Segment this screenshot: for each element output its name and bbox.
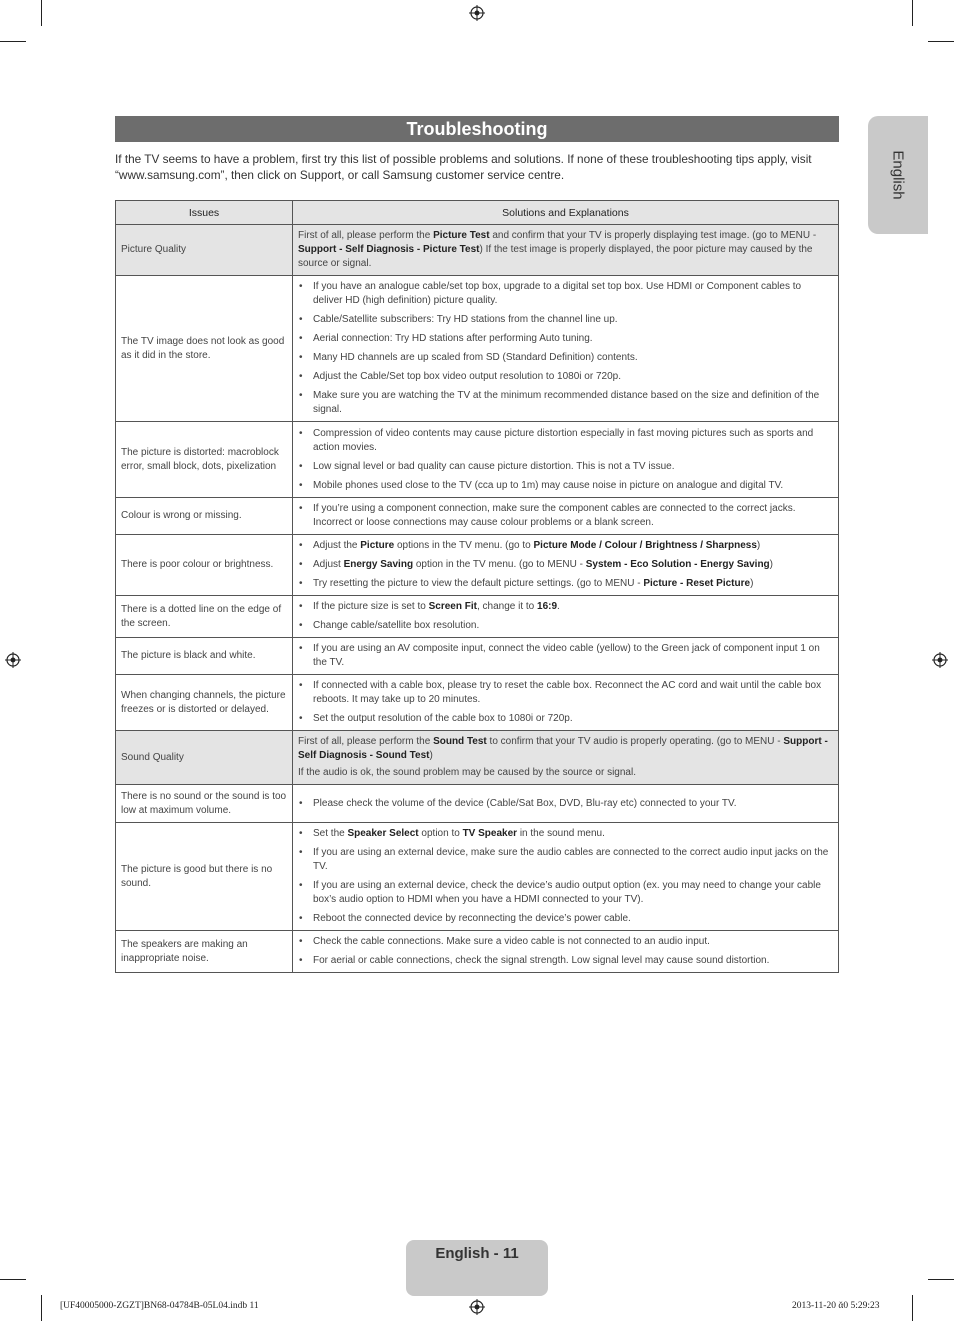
text: Adjust: [313, 559, 344, 570]
text: Set the: [313, 828, 348, 839]
intro-line-1: If the TV seems to have a problem, first try this list of possible problems and solutions. If none of these troubleshooting tips apply, visit: [115, 152, 812, 166]
text: , change it to: [476, 601, 538, 612]
table-row: [116, 276, 839, 422]
crop-mark: [928, 1279, 954, 1280]
solution-cell: [293, 823, 839, 931]
table-header-row: [116, 201, 839, 225]
list-item: • If you have an analogue cable/set top box, upgrade to a digital set top box. Use HDMI or Component cables to deliver HD (high definition) picture quality.: [298, 280, 833, 308]
menu-term: Speaker Select: [347, 828, 419, 839]
solution-cell: [293, 675, 839, 731]
page-number: English - 11: [435, 1245, 519, 1262]
menu-term: TV Speaker: [462, 828, 518, 839]
table-row: [116, 823, 839, 931]
text: Try resetting the picture to view the default picture settings. (go to: [313, 578, 605, 589]
list-item: • Low signal level or bad quality can cause picture distortion. This is not a TV issue.: [298, 460, 833, 474]
text: -: [576, 559, 586, 570]
table-row: [116, 675, 839, 731]
page-title: Troubleshooting: [115, 116, 839, 142]
table-row: [116, 535, 839, 596]
menu-term: Picture: [360, 540, 395, 551]
solution-cell: [293, 535, 839, 596]
list-item: [298, 558, 833, 572]
table-row: [116, 785, 839, 823]
menu-path: Support - Self Diagnosis - Sound Test: [298, 736, 828, 761]
text: in the sound menu.: [517, 828, 605, 839]
text: ): [429, 750, 433, 761]
list-item: • If you are using an external device, make sure the audio cables are connected to the correct audio input jacks on the TV.: [298, 846, 833, 874]
menu-term: Sound Test: [433, 736, 487, 747]
menu-term: MENU: [605, 578, 635, 589]
table-row: [116, 731, 839, 785]
text: option in the TV menu. (go to: [413, 559, 548, 570]
solution-cell: [293, 731, 839, 785]
issue-cell: The speakers are making an inappropriate noise.: [116, 931, 293, 973]
list-item: • If you’re using a component connection, make sure the component cables are connected to the correct jacks. Incorrect or loose connections may cause colour problems or a blank screen.: [298, 502, 833, 530]
menu-term: Picture Test: [433, 230, 490, 241]
list-item: • Adjust the Cable/Set top box video output resolution to 1080i or 720p.: [298, 370, 833, 384]
table-row: [116, 422, 839, 498]
issue-cell: Picture Quality: [116, 225, 293, 276]
issue-cell: The TV image does not look as good as it did in the store.: [116, 276, 293, 422]
side-tab-label: English: [889, 150, 907, 200]
text: First of all, please perform the: [298, 230, 434, 241]
menu-term: Screen Fit: [428, 601, 477, 612]
registration-mark-icon: [469, 5, 485, 21]
text: .: [557, 601, 560, 612]
list-item: • Set the output resolution of the cable box to 1080i or 720p.: [298, 712, 833, 726]
menu-term: Energy Saving: [343, 559, 414, 570]
list-item: • Cable/Satellite subscribers: Try HD stations from the channel line up.: [298, 313, 833, 327]
text: If the picture size is set to: [313, 601, 429, 612]
print-timestamp: 2013-11-20 ᾰ0 5:29:23: [792, 1301, 880, 1311]
text: ): [750, 578, 754, 589]
text: -: [634, 578, 644, 589]
table-row: [116, 596, 839, 638]
issue-cell: The picture is good but there is no sound.: [116, 823, 293, 931]
issue-cell: The picture is black and white.: [116, 638, 293, 675]
list-item: • Change cable/satellite box resolution.: [298, 619, 833, 633]
menu-path: Picture - Reset Picture: [643, 578, 751, 589]
list-item: [298, 539, 833, 553]
solution-cell: [293, 498, 839, 535]
list-item: [298, 600, 833, 614]
table-row: [116, 225, 839, 276]
list-item: • Reboot the connected device by reconnecting the device’s power cable.: [298, 912, 833, 926]
list-item: • If you are using an external device, check the device’s audio output option (ex. you may need to change your cable box’s audio option to HDMI when you have a HDMI connected to your TV).: [298, 879, 833, 907]
list-item: • Check the cable connections. Make sure a video cable is not connected to an audio input.: [298, 935, 833, 949]
text: and confirm that your TV is properly displaying test image. (go to: [489, 230, 781, 241]
menu-path: Picture Mode / Colour / Brightness / Sharpness: [533, 540, 757, 551]
crop-mark: [41, 0, 42, 26]
intro-line-2: “www.samsung.com”, then click on Support, or call Samsung customer service centre.: [115, 168, 565, 182]
col-header-solutions: Solutions and Explanations: [293, 201, 839, 225]
menu-path: System - Eco Solution - Energy Saving: [585, 559, 770, 570]
issue-cell: There is a dotted line on the edge of the screen.: [116, 596, 293, 638]
list-item: • For aerial or cable connections, check the signal strength. Low signal level may cause sound distortion.: [298, 954, 833, 968]
issue-cell: There is poor colour or brightness.: [116, 535, 293, 596]
crop-mark: [912, 1295, 913, 1321]
menu-term: 16:9: [537, 601, 558, 612]
solution-cell: [293, 931, 839, 973]
solution-cell: [293, 596, 839, 638]
text: -: [810, 230, 817, 241]
menu-path: Support - Self Diagnosis - Picture Test: [298, 244, 480, 255]
issue-cell: When changing channels, the picture freezes or is distorted or delayed.: [116, 675, 293, 731]
crop-mark: [0, 41, 26, 42]
list-item: • Aerial connection: Try HD stations after performing Auto tuning.: [298, 332, 833, 346]
issue-cell: There is no sound or the sound is too low at maximum volume.: [116, 785, 293, 823]
table-row: [116, 638, 839, 675]
table-row: [116, 931, 839, 973]
list-item: • If connected with a cable box, please try to reset the cable box. Reconnect the AC cord and wait until the cable box reboots. It may take up to 20 minutes.: [298, 679, 833, 707]
language-side-tab: [868, 116, 928, 234]
crop-mark: [912, 0, 913, 26]
list-item: • Please check the volume of the device (Cable/Sat Box, DVD, Blu-ray etc) connected to your TV.: [298, 797, 833, 811]
solution-cell: [293, 422, 839, 498]
list-item: [298, 577, 833, 591]
list-item: • Make sure you are watching the TV at the minimum recommended distance based on the size and definition of the signal.: [298, 389, 833, 417]
crop-mark: [41, 1295, 42, 1321]
text: to confirm that your TV audio is properly operating. (go to: [486, 736, 746, 747]
table-row: [116, 498, 839, 535]
list-item: • Mobile phones used close to the TV (cca up to 1m) may cause noise in picture on analogue and digital TV.: [298, 479, 833, 493]
crop-mark: [928, 41, 954, 42]
registration-mark-icon: [932, 652, 948, 668]
text: First of all, please perform the: [298, 736, 434, 747]
menu-term: MENU: [745, 736, 775, 747]
text: If the audio is ok, the sound problem may be caused by the source or signal.: [298, 767, 636, 778]
text: -: [774, 736, 784, 747]
text: ): [756, 540, 761, 551]
list-item: [298, 827, 833, 841]
solution-cell: [293, 785, 839, 823]
text: ): [769, 559, 774, 570]
col-header-issues: Issues: [116, 201, 293, 225]
text: option to: [418, 828, 463, 839]
issue-cell: The picture is distorted: macroblock error, small block, dots, pixelization: [116, 422, 293, 498]
solution-cell: [293, 225, 839, 276]
text: Adjust the: [313, 540, 361, 551]
list-item: • If you are using an AV composite input, connect the video cable (yellow) to the Green jack of component input 1 on the TV.: [298, 642, 833, 670]
registration-mark-icon: [5, 652, 21, 668]
page-number-tab: [406, 1240, 548, 1296]
file-info: [UF40005000-ZGZT]BN68-04784B-05L04.indb 11: [60, 1301, 259, 1311]
troubleshooting-table: [115, 200, 839, 973]
issue-cell: Sound Quality: [116, 731, 293, 785]
solution-cell: [293, 276, 839, 422]
text: options in the TV menu. (go to: [394, 540, 534, 551]
crop-mark: [0, 1279, 26, 1280]
list-item: • Compression of video contents may cause picture distortion especially in fast moving pictures such as sports and action movies.: [298, 427, 833, 455]
intro-paragraph: [115, 151, 839, 183]
solution-cell: [293, 638, 839, 675]
list-item: • Many HD channels are up scaled from SD (Standard Definition) contents.: [298, 351, 833, 365]
menu-term: MENU: [780, 230, 811, 241]
menu-term: MENU: [547, 559, 577, 570]
registration-mark-icon: [469, 1299, 485, 1315]
issue-cell: Colour is wrong or missing.: [116, 498, 293, 535]
text: ) If the test image is properly displayed, the poor picture may caused by the source or signal.: [298, 244, 813, 269]
